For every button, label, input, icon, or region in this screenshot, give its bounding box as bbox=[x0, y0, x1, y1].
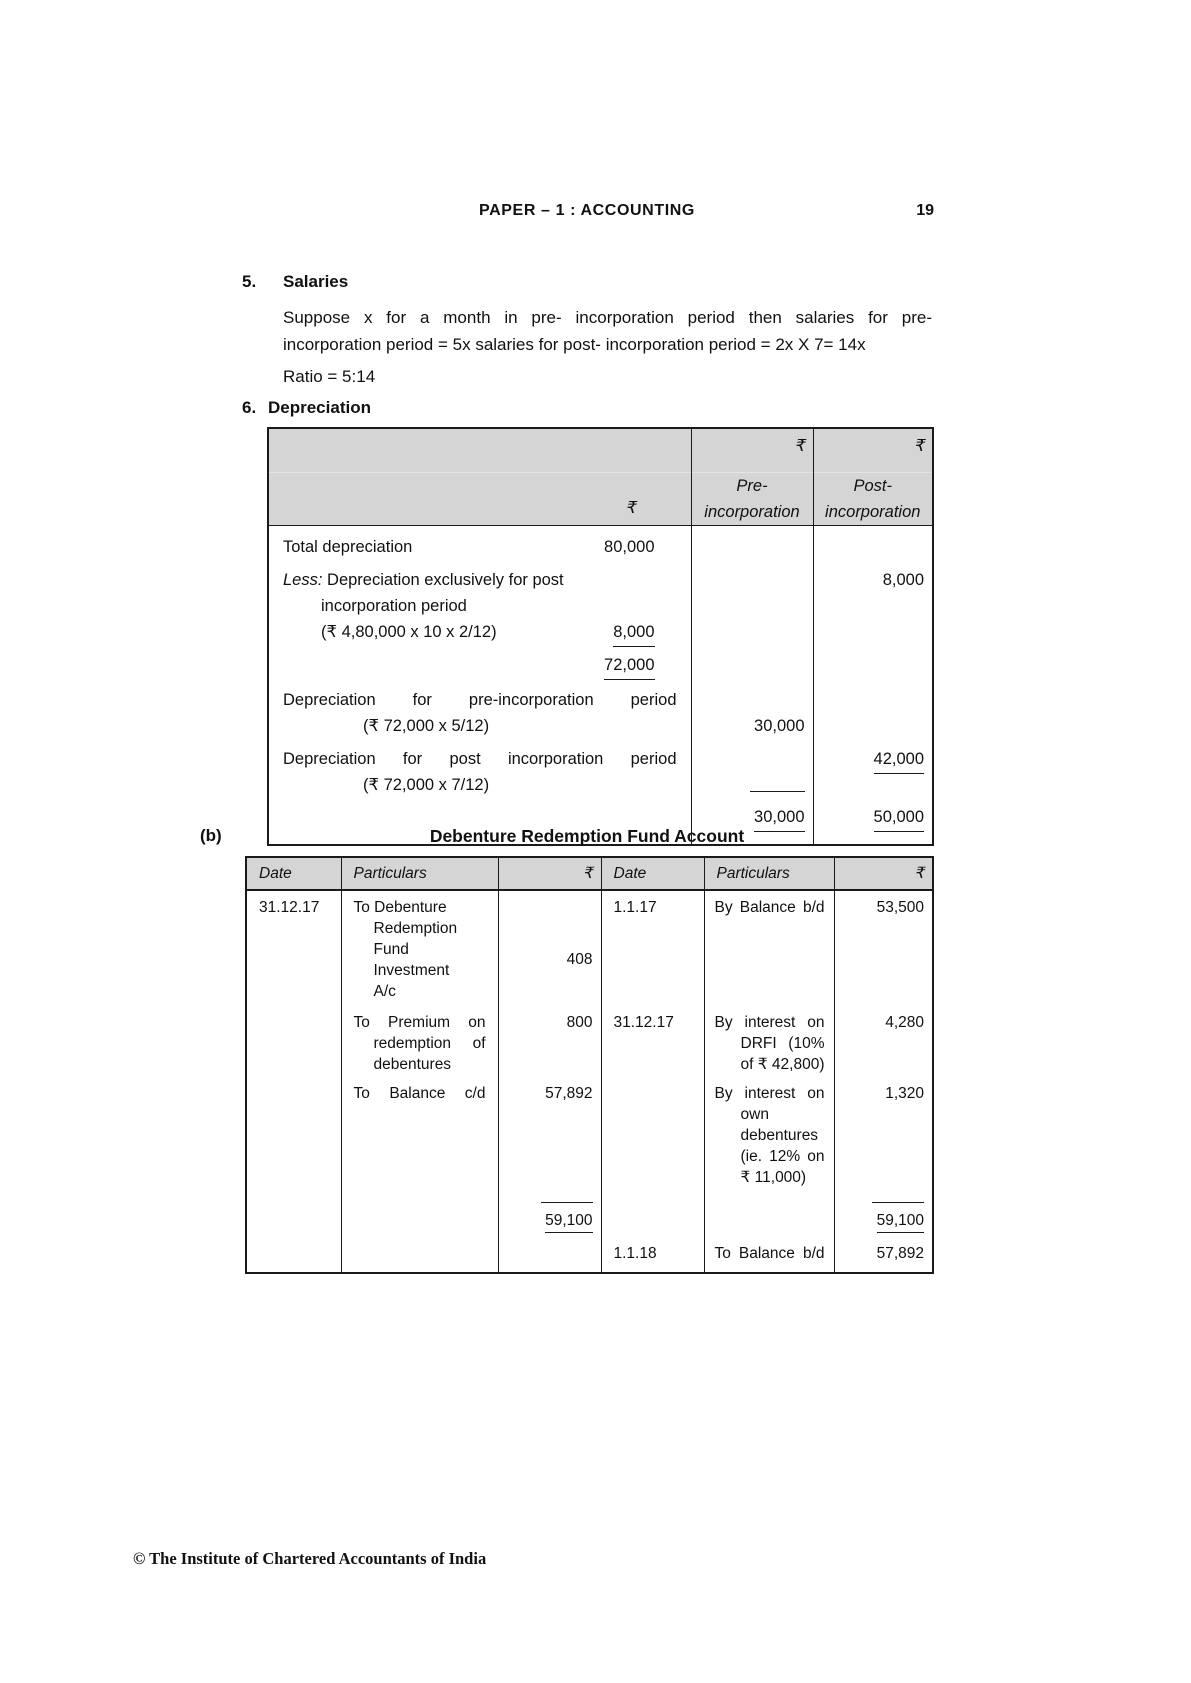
entry-line: debentures bbox=[373, 1056, 452, 1073]
section-5-title: Salaries bbox=[283, 272, 349, 291]
header-amount-debit: ₹ bbox=[498, 857, 601, 890]
cell-particulars-credit bbox=[704, 1233, 834, 1273]
row-label: Depreciation exclusively for post bbox=[327, 571, 564, 589]
cell-particulars-debit bbox=[341, 1075, 498, 1188]
cell-particulars-debit bbox=[341, 1188, 498, 1233]
entry-line: DRFI (10% bbox=[740, 1035, 825, 1052]
cell-date-debit: 31.12.17 bbox=[259, 899, 320, 916]
header-particulars-debit: Particulars bbox=[341, 857, 498, 890]
cell-date-credit bbox=[601, 1188, 704, 1233]
cell-date-debit bbox=[246, 1075, 341, 1188]
less-label: Less: bbox=[283, 571, 323, 589]
header-date-credit: Date bbox=[601, 857, 704, 890]
table-row bbox=[268, 560, 933, 647]
row-label: incorporation period bbox=[321, 597, 467, 615]
header-amount-credit: ₹ bbox=[834, 857, 933, 890]
row-label: Depreciation for pre-incorporation period bbox=[283, 691, 677, 709]
table-row bbox=[268, 526, 933, 561]
header-date-debit: Date bbox=[246, 857, 341, 890]
cell-particulars bbox=[268, 680, 691, 739]
section-5-heading bbox=[242, 272, 348, 292]
cell-amount-credit: 1,320 bbox=[834, 1075, 933, 1188]
header-cell-particulars bbox=[268, 428, 691, 526]
entry-line: Fund Investment bbox=[373, 941, 450, 979]
table-row bbox=[268, 647, 933, 680]
cell-particulars-credit bbox=[704, 890, 834, 1002]
pre-label-line1: Pre- bbox=[736, 477, 768, 495]
cell-post bbox=[813, 526, 933, 561]
cell-date-credit: 1.1.18 bbox=[601, 1233, 704, 1273]
pre-label-line2: incorporation bbox=[704, 503, 800, 521]
entry-line: ₹ 11,000) bbox=[740, 1169, 807, 1186]
row-label: Depreciation for post incorporation period bbox=[283, 750, 677, 768]
cell-date-debit bbox=[246, 1002, 341, 1075]
entry-line: debentures bbox=[740, 1127, 819, 1144]
total-amount: 50,000 bbox=[874, 804, 924, 832]
cell-particulars bbox=[268, 526, 691, 561]
total-rule bbox=[872, 1202, 924, 1203]
table-row bbox=[268, 680, 933, 739]
ledger-row bbox=[246, 1233, 933, 1273]
cell-particulars-debit bbox=[341, 1233, 498, 1273]
header-cell-pre-incorporation bbox=[691, 428, 813, 526]
row-formula: (₹ 72,000 x 5/12) bbox=[363, 717, 490, 735]
total-amount: 30,000 bbox=[754, 804, 804, 832]
entry-line: To Balance b/d bbox=[714, 1245, 825, 1262]
cell-date-credit: 1.1.17 bbox=[601, 890, 704, 1002]
section-6-number: 6. bbox=[242, 398, 257, 417]
page-number: 19 bbox=[916, 202, 934, 219]
cell-pre bbox=[691, 560, 813, 647]
debenture-redemption-fund-table bbox=[245, 856, 934, 1274]
cell-particulars bbox=[268, 560, 691, 647]
page-header bbox=[242, 202, 932, 226]
row-formula: (₹ 4,80,000 x 10 x 2/12) bbox=[321, 623, 497, 641]
cell-particulars-debit bbox=[341, 890, 498, 1002]
cell-pre: 30,000 bbox=[691, 680, 813, 739]
total-amount: 59,100 bbox=[545, 1210, 592, 1233]
ledger-row bbox=[246, 1002, 933, 1075]
cell-particulars bbox=[268, 647, 691, 680]
cell-post: 8,000 bbox=[813, 560, 933, 647]
section-6-heading bbox=[242, 398, 371, 418]
section-6-title: Depreciation bbox=[268, 398, 371, 417]
depreciation-table bbox=[267, 427, 934, 846]
cell-date-credit: 31.12.17 bbox=[601, 1002, 704, 1075]
cell-amount-credit: 4,280 bbox=[834, 1002, 933, 1075]
ledger-total-row bbox=[246, 1188, 933, 1233]
cell-post bbox=[813, 680, 933, 739]
cell-date-debit bbox=[246, 1188, 341, 1233]
entry-line: By interest on bbox=[714, 1014, 825, 1031]
cell-particulars-credit bbox=[704, 1075, 834, 1188]
page-title: PAPER – 1 : ACCOUNTING bbox=[479, 202, 695, 219]
header-particulars-credit: Particulars bbox=[704, 857, 834, 890]
entry-line: To Debenture bbox=[353, 899, 447, 916]
cell-total-credit bbox=[834, 1188, 933, 1233]
cell-particulars-debit bbox=[341, 1002, 498, 1075]
entry-line: (ie. 12% on bbox=[740, 1148, 825, 1165]
cell-amount-debit: 800 bbox=[498, 1002, 601, 1075]
cell-date-credit bbox=[601, 1075, 704, 1188]
rupee-symbol: ₹ bbox=[625, 499, 636, 517]
entry-line: of ₹ 42,800) bbox=[740, 1056, 825, 1073]
footer-copyright: © The Institute of Chartered Accountants of India bbox=[133, 1549, 487, 1568]
entry-line: own bbox=[740, 1106, 769, 1123]
cell-amount-credit: 57,892 bbox=[834, 1233, 933, 1273]
cell-particulars bbox=[268, 739, 691, 798]
ledger-row bbox=[246, 1075, 933, 1188]
cell-pre bbox=[691, 526, 813, 561]
cell-pre bbox=[691, 647, 813, 680]
post-label-line2: incorporation bbox=[825, 503, 921, 521]
total-amount: 59,100 bbox=[877, 1210, 924, 1233]
post-label-line1: Post- bbox=[853, 477, 892, 495]
section-b-label: (b) bbox=[200, 826, 222, 845]
entry-line: To Balance c/d bbox=[353, 1085, 486, 1102]
section-5-number: 5. bbox=[242, 272, 257, 291]
entry-line: redemption of bbox=[373, 1035, 486, 1052]
entry-amount: 408 bbox=[566, 951, 593, 968]
paragraph-line: Suppose x for a month in pre- incorporation period then salaries for pre- bbox=[283, 308, 932, 327]
cell-amount-debit: 57,892 bbox=[498, 1075, 601, 1188]
row-amount: 72,000 bbox=[604, 652, 654, 680]
rupee-symbol: ₹ bbox=[692, 429, 813, 473]
paragraph-line: incorporation period = 5x salaries for post- incorporation period = 2x X 7= 14x bbox=[283, 335, 866, 354]
cell-particulars-credit bbox=[704, 1002, 834, 1075]
section-b-title: Debenture Redemption Fund Account bbox=[429, 826, 745, 846]
entry-line: By Balance b/d bbox=[714, 899, 825, 916]
ratio-line: Ratio = 5:14 bbox=[283, 367, 376, 386]
table-row bbox=[268, 739, 933, 798]
cell-particulars-credit bbox=[704, 1188, 834, 1233]
entry-line: Redemption bbox=[373, 920, 458, 937]
row-label: Total depreciation bbox=[283, 538, 413, 556]
depreciation-header-row bbox=[268, 428, 933, 526]
cell-amount-debit bbox=[498, 890, 601, 1002]
header-spacer bbox=[269, 429, 691, 473]
row-amount: 8,000 bbox=[613, 619, 654, 647]
cell-pre bbox=[691, 739, 813, 798]
cell-total-debit bbox=[498, 1188, 601, 1233]
total-rule bbox=[541, 1202, 593, 1203]
row-formula: (₹ 72,000 x 7/12) bbox=[363, 776, 490, 794]
salaries-paragraph bbox=[283, 304, 932, 358]
cell-post bbox=[813, 739, 933, 798]
ledger-header-row bbox=[246, 857, 933, 890]
row-amount: 42,000 bbox=[874, 746, 924, 774]
total-rule bbox=[750, 791, 805, 792]
cell-amount-debit bbox=[498, 1233, 601, 1273]
ledger-row bbox=[246, 890, 933, 1002]
cell-amount-credit: 53,500 bbox=[834, 890, 933, 1002]
cell-date-debit bbox=[246, 1233, 341, 1273]
entry-line: A/c bbox=[373, 983, 396, 1000]
cell-post bbox=[813, 647, 933, 680]
header-cell-post-incorporation bbox=[813, 428, 933, 526]
row-amount: 80,000 bbox=[604, 538, 655, 556]
entry-line: To Premium on bbox=[353, 1014, 486, 1031]
rupee-symbol: ₹ bbox=[814, 429, 933, 473]
entry-line: By interest on bbox=[714, 1085, 825, 1102]
